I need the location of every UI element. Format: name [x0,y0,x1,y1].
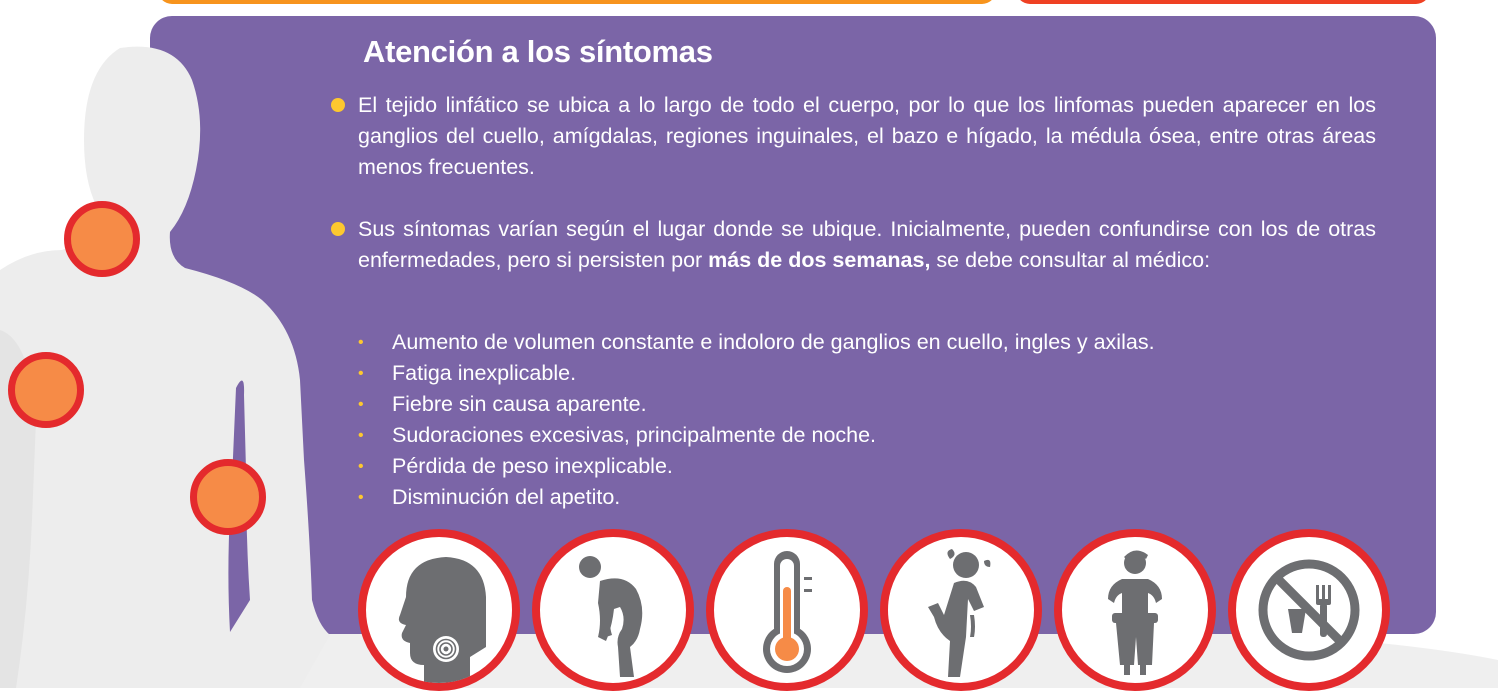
symptom-text: Pérdida de peso inexplicable. [392,454,673,478]
section-title: Atención a los síntomas [363,34,713,69]
list-item: • Sudoraciones excesivas, principalmente de noche. [358,423,877,447]
symptom-text: Fiebre sin causa aparente. [392,392,647,416]
sweating-person-icon [880,529,1042,691]
paragraph2-text-before: Sus síntomas varían según el lugar donde se ubique. Inicialmente, pueden confundirse con los de otras enfermedades, pero si persisten por [358,217,1376,272]
list-item: • Pérdida de peso inexplicable. [358,454,673,478]
bullet-dot [331,222,345,236]
list-item: • Fatiga inexplicable. [358,361,577,385]
bullet-dot [331,98,345,112]
symptom-list [358,327,1155,513]
human-silhouette [0,0,330,688]
paragraph2-text-after: se debe consultar al médico: [930,248,1211,272]
symptom-text: Aumento de volumen constante e indoloro de ganglios en cuello, ingles y axilas. [392,330,1155,354]
paragraph-symptoms-vary [358,214,1376,276]
symptom-text: Sudoraciones excesivas, principalmente de noche. [392,423,877,447]
list-item: • Fiebre sin causa aparente. [358,392,647,416]
paragraph-lymphatic-tissue: El tejido linfático se ubica a lo largo de todo el cuerpo, por lo que los linfomas pueden aparecer en los ganglios del cuello, amígdalas, regiones inguinales, el bazo e hígado, la médula ósea, entre otras áreas menos frecuentes. [358,93,1376,179]
symptom-text: Disminución del apetito. [392,485,621,509]
thermometer-icon [706,529,868,691]
lymph-node-neck-marker [64,201,140,277]
lymph-node-armpit-marker [8,352,84,428]
swollen-neck-gland-icon [358,529,520,691]
list-item: • Aumento de volumen constante e indoloro de ganglios en cuello, ingles y axilas. [358,330,1155,354]
weight-loss-person-icon [1054,529,1216,691]
paragraph2-bold: más de dos semanas, [708,248,931,272]
list-item: • Disminución del apetito. [358,485,621,509]
fatigue-bent-person-icon [532,529,694,691]
symptom-text: Fatiga inexplicable. [392,361,577,385]
lymph-node-groin-marker [190,459,266,535]
no-eating-icon [1228,529,1390,691]
